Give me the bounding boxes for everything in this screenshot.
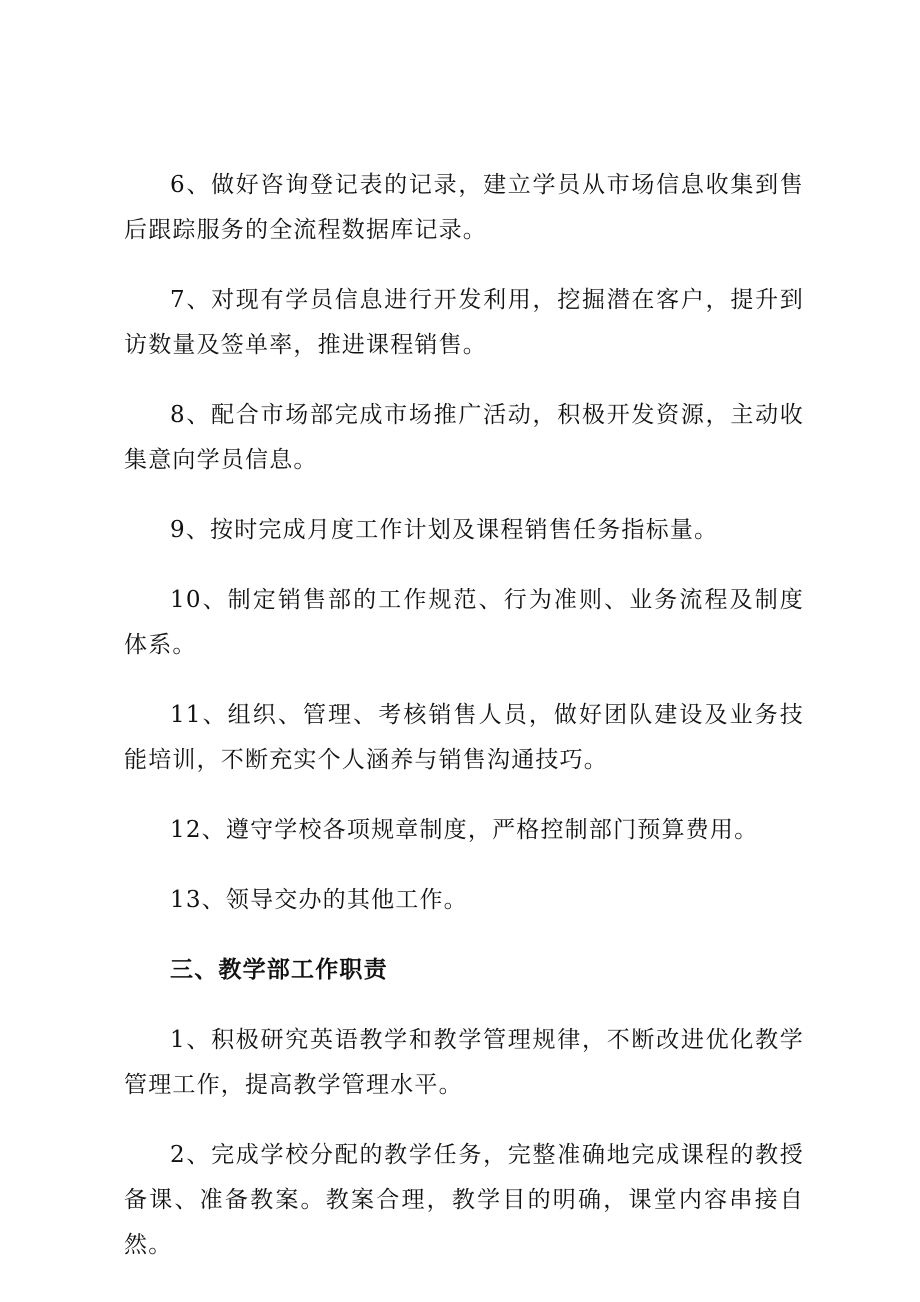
paragraph-item-13: 13、领导交办的其他工作。 (170, 887, 468, 913)
paragraph-item-7: 7、对现有学员信息进行开发利用，挖掘潜在客户，提升到访数量及签单率，推进课程销售。 (124, 287, 804, 358)
section-paragraph-1: 1、积极研究英语教学和教学管理规律，不断改进优化教学管理工作，提高教学管理水平。 (124, 1027, 804, 1098)
paragraph-item-9: 9、按时完成月度工作计划及课程销售任务指标量。 (170, 517, 719, 543)
paragraph-item-8: 8、配合市场部完成市场推广活动，积极开发资源，主动收集意向学员信息。 (124, 402, 804, 473)
paragraph-item-6: 6、做好咨询登记表的记录，建立学员从市场信息收集到售后跟踪服务的全流程数据库记录。 (124, 172, 804, 243)
document-body (124, 163, 804, 1293)
section-heading: 三、教学部工作职责 (170, 957, 388, 983)
paragraph-item-10: 10、制定销售部的工作规范、行为准则、业务流程及制度体系。 (124, 587, 804, 658)
paragraph-item-12: 12、遵守学校各项规章制度，严格控制部门预算费用。 (170, 817, 759, 843)
section-paragraph-2: 2、完成学校分配的教学任务，完整准确地完成课程的教授备课、准备教案。教案合理，教学目的明确，课堂内容串接自然。 (124, 1142, 804, 1258)
paragraph-item-11: 11、组织、管理、考核销售人员，做好团队建设及业务技能培训，不断充实个人涵养与销售沟通技巧。 (124, 702, 804, 773)
